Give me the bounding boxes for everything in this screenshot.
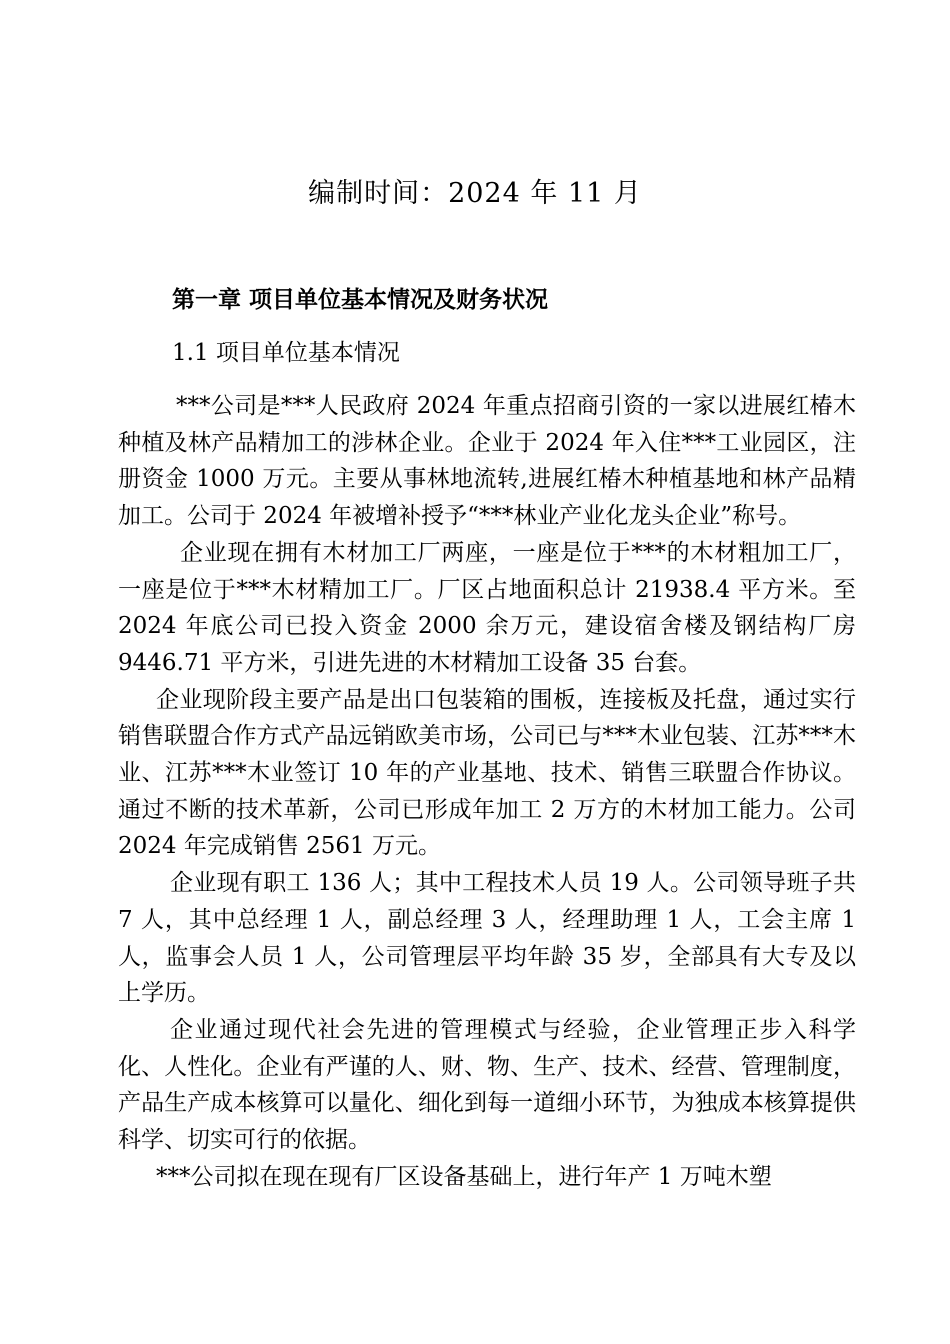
paragraph-project-plan: ***公司拟在现在现有厂区设备基础上，进行年产 1 万吨木塑 — [156, 1163, 772, 1190]
document-body — [118, 388, 856, 1195]
compile-date: 编制时间：2024 年 11 月 — [308, 178, 642, 209]
paragraph-staff: 企业现有职工 136 人；其中工程技术人员 19 人。公司领导班子共 7 人，其中总经理 1 人，副总经理 3 人，经理助理 1 人，工会主席 1 人，监事会人员 1 人，公司管理层平均年龄 35 岁，全部具有大专及以上学历。 — [118, 870, 856, 1007]
paragraph-management: 企业通过现代社会先进的管理模式与经验，企业管理正步入科学化、人性化。企业有严谨的人、财、物、生产、技术、经营、管理制度，产品生产成本核算可以量化、细化到每一道细小环节，为独成本核算提供科学、切实可行的依据。 — [118, 1016, 856, 1154]
paragraph-company-intro: ***公司是***人民政府 2024 年重点招商引资的一家以进展红椿木种植及林产品精加工的涉林企业。企业于 2024 年入住***工业园区，注册资金 1000 万元。主要从事林地流转,进展红椿木种植基地和林产品精加工。公司于 2024 年被增补授予“***林业产业化龙头企业”称号。 — [118, 393, 856, 530]
paragraph-products: 企业现阶段主要产品是出口包装箱的围板，连接板及托盘，通过实行销售联盟合作方式产品远销欧美市场，公司已与***木业包装、江苏***木业、江苏***木业签订 10 年的产业基地、技术、销售三联盟合作协议。通过不断的技术革新，公司已形成年加工 2 万方的木材加工能力。公司 2024 年完成销售 2561 万元。 — [118, 686, 856, 860]
section-title: 1.1 项目单位基本情况 — [172, 340, 400, 366]
paragraph-facilities: 企业现在拥有木材加工厂两座，一座是位于***的木材粗加工厂，一座是位于***木材精加工厂。厂区占地面积总计 21938.4 平方米。至 2024 年底公司已投入资金 2000 余万元，建设宿舍楼及钢结构厂房 9446.71 平方米，引进先进的木材精加工设备 35 台套。 — [118, 539, 856, 676]
chapter-title: 第一章 项目单位基本情况及财务状况 — [172, 287, 549, 313]
